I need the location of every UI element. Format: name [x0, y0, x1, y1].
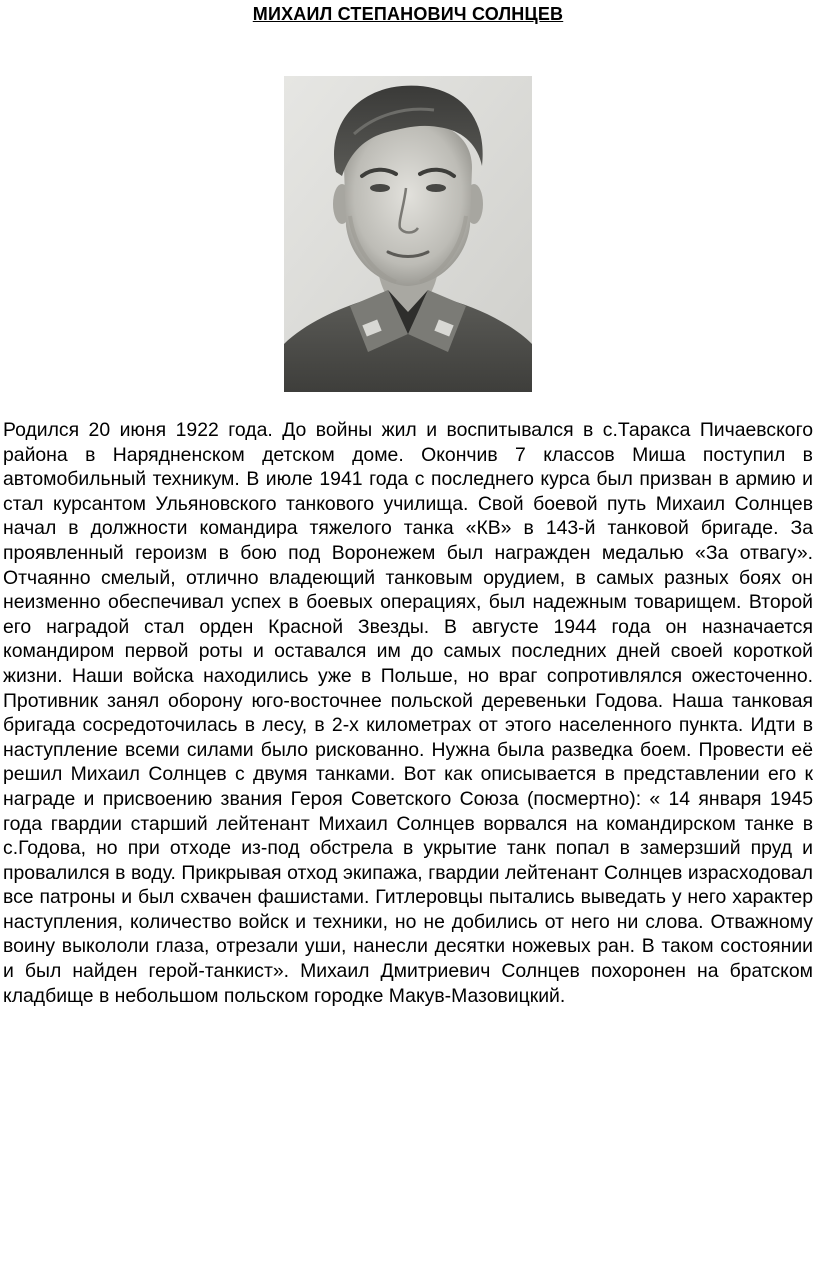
page-title: МИХАИЛ СТЕПАНОВИЧ СОЛНЦЕВ — [252, 4, 564, 24]
portrait-photo — [284, 76, 532, 392]
biography-text: Родился 20 июня 1922 года. До войны жил и воспитывался в с.Таракса Пичаевского района в Нарядненском детском доме. Окончив 7 классов Миша поступил в автомобильный техникум. В июле 1941 года с последнего курса был призван в армию и стал курсантом Ульяновского танкового училища. Свой боевой путь Михаил Солнцев начал в должности командира тяжелого танка «КВ» в 143-й танковой бригаде. За проявленный героизм в бою под Воронежем был награжден медалью «За отвагу». Отчаянно смелый, отлично владеющий танковым орудием, в самых разных боях он неизменно обеспечивал успех в боевых операциях, был надежным товарищем. Второй его наградой стал орден Красной Звезды. В августе 1944 года он назначается командиром первой роты и оставался им до самых последних дней своей короткой жизни. Наши войска находились уже в Польше, но враг сопротивлялся ожесточенно. Противник занял оборону юго-восточнее польской деревеньки Годова. Наша танковая бригада сосредоточилась в лесу, в 2-х километрах от этого населенного пункта. Идти в наступление всеми силами было рискованно. Нужна была разведка боем. Провести её решил Михаил Солнцев с двумя танками. Вот как описывается в представлении его к награде и присвоению звания Героя Советского Союза (посмертно): « 14 января 1945 года гвардии старший лейтенант Михаил Солнцев ворвался на командирском танке в с.Годова, но при отходе из-под обстрела в укрытие танк попал в замерзший пруд и провалился в воду. Прикрывая отход экипажа, гвардии лейтенант Солнцев израсходовал все патроны и был схвачен фашистами. Гитлеровцы пытались выведать у него характер наступления, количество войск и техники, но не добились от него ни слова. Отважному воину выкололи глаза, отрезали уши, нанесли десятки ножевых ран. В таком состоянии и был найден герой-танкист». Михаил Дмитриевич Солнцев похоронен на братском кладбище в небольшом польском городке Макув-Мазовицкий. — [3, 419, 813, 1007]
